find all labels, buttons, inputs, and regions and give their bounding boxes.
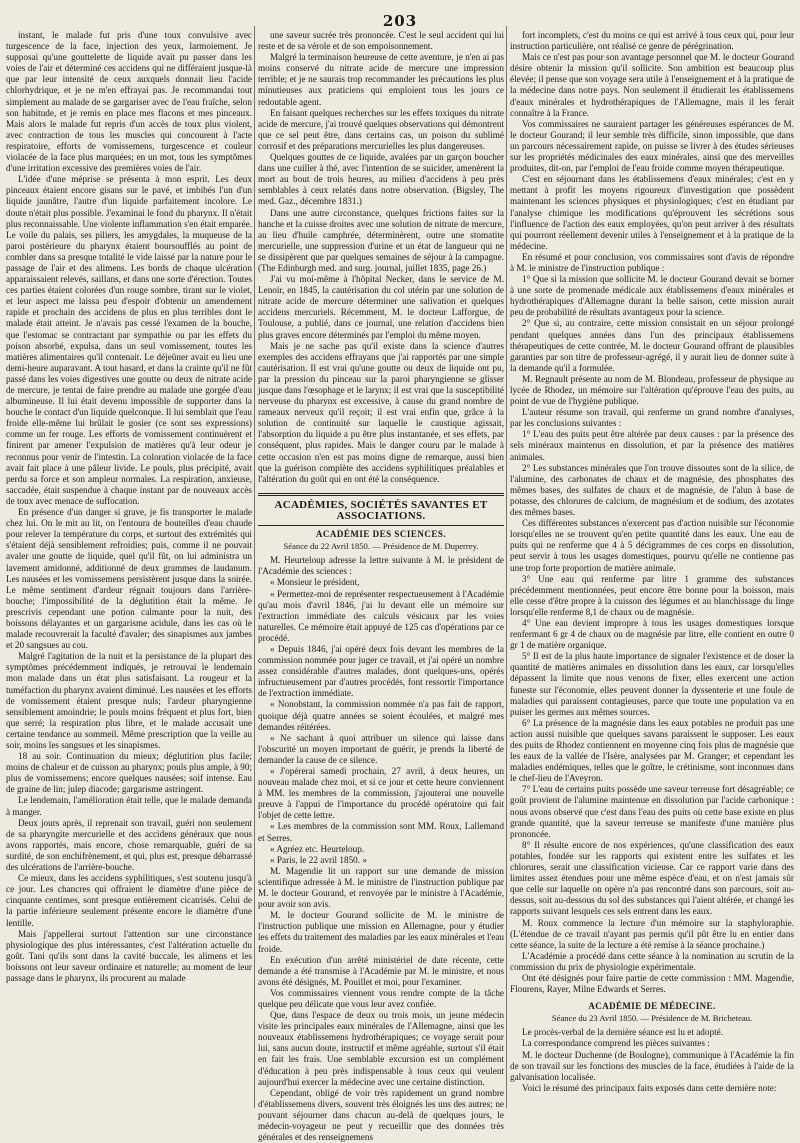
paragraph: J'ai vu moi-même à l'hôpital Necker, dans le service de M. Lenoir, en 1845, la cautérisation du col utérin par une solution de nitrate acide de mercure déterminer une salivation et quelques accidens mercuriels. Récemment, M. le docteur Lafforgue, de Toulouse, a publié, dans ce journal, une relation d'accidens bien plus graves encore déterminés par l'emploi du même moyen. (258, 274, 504, 340)
paragraph: « Depuis 1846, j'ai opéré deux fois devant les membres de la commission nommée pour juger ce travail, et j'ai opéré un nombre assez considérable d'autres malades, dont quelques-uns, opérés infructueusement par d'autres procédés, font ressortir l'importance de l'extraction immédiate. (258, 643, 504, 699)
paragraph: Mais ce n'est pas pour son avantage personnel que M. le docteur Gourand désire obtenir la mission qu'il sollicite. Son ambition est beaucoup plus élevée; il pense que son voyage sera utile à l'enseignement et à la pratique de la médecine dans notre pays. Non seulement il étudierait les établissemens d'eaux minérales et hydrothérapiques de l'Allemagne, mais il les ferait connaître à la France. (510, 52, 794, 118)
paragraph: Mais j'appellerai surtout l'attention sur une circonstance physiologique des plus intéressantes, c'est l'altération actuelle du goût. Tani qu'ils sont dans la cavité buccale, les alimens et les boissons ont leur saveur ordinaire et naturelle; au moment de leur passage dans le pharynx, ils procurent au malade (6, 928, 252, 983)
paragraph: instant, le malade fut pris d'une toux convulsive avec turgescence de la face, injection des yeux, larmoiement. Je supposai qu'une gouttelette de liquide avait pu passer dans les voies de l'air et déterminé ces accidens qui ne différaient jusque-là que par leur intensité de ceux auxquels donnait lieu l'acide chlorhydrique, et je ne m'en effrayai pas. Je recommandai tout simplement au malade de se gargariser avec de l'eau fraîche, selon son habitude, et je remis en place mes flacons et mes pinceaux. Mais alors le malade fut repris d'un accès de toux plus violent, avec contraction de tous les muscles qui concourent à l'acte respiratoire, efforts de vomissemens, turgescence et couleur violacée de la face plus marquées; en un mot, tous les symptômes d'une irritation excessive des premières voies de l'air. (6, 30, 252, 174)
page-number: 203 (382, 12, 418, 30)
paragraph: M. le docteur Duchenne (de Boulogne), communique à l'Académie la fin de son travail sur les fonctions des muscles de la face, étudiées à l'aide de la galvanisation localisée. (510, 1049, 794, 1082)
column-rule (254, 26, 255, 1108)
paragraph: 5° Il est de la plus haute importance de signaler l'existence et de doser la quantité de matières animales en dissolution dans les eaux, car lorsqu'elles dépassent la limite que nous venons de fixer, elles exercent une action funeste sur l'économie, elles peuvent donner la dyssenterie et une foule de maladies qui paraissent contagieuses, parce que toute une population va en puiser les germes aux mêmes sources. (510, 651, 794, 717)
paragraph: M. Magendie lit un rapport sur une demande de mission scientifique adressée à M. le ministre de l'instruction publique par M. le docteur Gourand, et renvoyée par le ministre à l'Académie, pour avoir son avis. (258, 865, 504, 910)
paragraph: « Monsieur le président, (270, 577, 360, 588)
paragraph: 18 au soir. Continuation du mieux; déglutition plus facile; moins de chaleur et de cuisson au pharynx; pouls plus ample, à 90; plus de vomissemens; encore quelques nausées; soif intense. Eau de graine de lin; julep diacode; gargarisme astringent. (6, 751, 252, 795)
paragraph: Ces différentes substances n'exercent pas d'action nuisible sur l'économie lorsqu'elles ne se trouvent qu'en petite quantité dans les eaux. Une eau de puits qui ne renferme que 4 à 5 décigrammes de ces corps en dissolution, peut servir à tous les usages domestiques, pourvu qu'elle ne contienne pas une trop forte proportion de matière animale. (510, 518, 794, 573)
paragraph: Que, dans l'espace de deux ou trois mois, un jeune médecin visite les principales eaux minérales de l'Allemagne, ainsi que les nouveaux établissemens hydrothérapiques; ce voyage serait pour lui, sans aucun doute, instructif et même agréable, surtout s'il était en fait les frais. Une semblable excursion est un complément d'éducation à peu près indispensable à tous ceux qui veulent aujourd'hui exercer la médecine avec une certaine distinction. (258, 1010, 504, 1087)
paragraph: Deux jours après, il reprenait son travail, guéri non seulement de sa pharyngite mercurielle et des accidens généraux que nous avons rapportés, mais encore, chose remarquable, guéri de sa surdité, de son enchifrènement, et qui, plus est, presque débarrassé des ulcérations de l'arrière-bouche. (6, 817, 252, 873)
paragraph: L'Académie a procédé dans cette séance à la nomination au scrutin de la commission du prix de physiologie expérimentale. (510, 950, 794, 972)
column-1 (6, 30, 252, 1108)
paragraph: Mais je ne sache pas qu'il existe dans la science d'autres exemples des accidens effrayans que j'ai rapportés par une simple cautérisation. Il est vrai qu'une goutte ou deux de liquide ont pu, par la pression du pinceau sur la paroi pharyngienne se glisser jusque dans l'œsophage et le larynx; il est vrai que la susceptibilité nerveuse du pharynx est excessive, à cause du grand nombre de rameaux nerveux qu'il reçoit; il est vrai enfin que, grâce à la solution de continuité sur laquelle le caustique agissait, l'absorption du liquide a pu être plus instantanée, et ses effets, par conséquent, plus rapides. Mais le danger couru par le malade à cette occasion n'en est pas moins digne de remarque, aussi bien que la guérison complète des accidens syphilitiques préalables et l'altération du goût qui en ont été la conséquence. (258, 340, 504, 484)
section-heading: ACADÉMIES, SOCIÉTÉS SAVANTES ET ASSOCIATIONS. (258, 493, 504, 526)
paragraph: « Les membres de la commission sont MM. Roux, Lallemand et Serres. (258, 821, 504, 843)
paragraph: L'idée d'une méprise se présenta à mon esprit. Les deux pinceaux étaient encore gisans sur le pavé, et imbibés l'un d'un liquide jaunâtre, l'autre d'un liquide parfaitement incolore. Le doute n'était plus possible. J'examinai le fond du pharynx. Il n'était plus reconnaissable. Une violente inflammation s'en était emparée. Le voile du palais, ses piliers, les amygdales, la muqueuse de la paroi postérieure du pharynx étaient boursoufflés au point de combler dans sa presque totalité le vide laissé par la nature pour le passage de l'air et des alimens. Les bords de chaque ulcération apparaissaient relevés, saillans, et dans une sorte d'érection. Toutes ces parties étaient colorées d'un rouge sombre, tirant sur le violet, et leur aspect me laissa peu d'espoir d'obtenir un amendement rapide et prochain des accidens de plus en plus terribles dont le malade était atteint. Je n'avais pas cessé l'examen de la bouche, que l'estomac se contractant par sympathie ou par les effets du poison absorbé, expulsa, dans un seul vomissement, toutes les matières alimentaires qu'il contenait. Le déjeûner avait eu lieu une demi-heure auparavant. A tout hasard, et dans la crainte qu'il ne fût passé dans les voies digestives une goutte ou deux de nitrate acide de mercure, je tentai de faire prendre au malade une gorgée d'eau albumineuse. Il lui était devenu impossible de supporter dans la bouche le contact d'un liquide quelconque. Il lui semblait que l'eau froide elle-même lui brûlait le gosier (ce sont ses expressions) comme un fer rouge. Les efforts de vomissement continuèrent et finirent par amener l'expulsion de matières qu'à leur odeur je reconnus pour venir de l'intestin. La coloration violacée de la face avait fait place à une pâleur livide. Le pouls, plus précipité, avait perdu sa force et son ampleur normales. La respiration, anxieuse, saccadée, était suspendue à chaque instant par de nouveaux accès de toux avec menace de suffocation. (6, 174, 252, 506)
paragraph: « Permettez-moi de représenter respectueusement à l'Académie qu'au mois d'avril 1846, j'ai lu devant elle un mémoire sur l'extraction immédiate des calculs vésicaux par les voies naturelles. Ce mémoire était appuyé de 125 cas d'opérations par ce procédé. (258, 588, 504, 643)
paragraph: 1° Que si la mission que sollicite M. le docteur Gourand devait se borner à une sorte de promenade médicale aux établissemens d'eaux minérales et hydrothérapiques d'Allemagne durant la belle saison, cette mission aurait peu de probabilité de résultats avantageux pour la science. (510, 274, 794, 318)
session-line: Séance du 22 Avril 1850. — Présidence de M. Duperrey. (283, 541, 479, 552)
paragraph: Malgré l'agitation de la nuit et la persistance de la plupart des symptômes précédemment indiqués, je retrouvai le lendemain mon malade dans un état plus satisfaisant. La rougeur et la tuméfaction du pharynx avaient diminué. Les nausées et les efforts de vomissement étaient presque nuls; l'ardeur pharyngienne sensiblement amoindrie; le pouls moins fréquent et plus fort, bien que serré; la respiration plus libre, et le malade accusait une certaine tendance au sommeil. Même prescription que la veille au soir, moins les sangsues et les sinapismes. (6, 651, 252, 750)
paragraph: Cependant, obligé de voir très rapidement un grand nombre d'établissemens divers, souvent très éloignés les uns des autres; ne pouvant séjourner dans chacun au-delà de quelques jours, le médecin-voyageur ne peut y recueillir que des données très générales et des renseignemens (258, 1087, 504, 1143)
column-2 (258, 30, 504, 1143)
paragraph: Le procès-verbal de la dernière séance est lu et adopté. (522, 1027, 723, 1038)
paragraph: « Agréez etc. Heurteloup. (270, 843, 365, 854)
paragraph: Le lendemain, l'amélioration était telle, que le malade demanda à manger. (6, 795, 252, 817)
paragraph: La correspondance comprend les pièces suivantes : (522, 1038, 710, 1049)
paragraph: 4° Une eau devient impropre à tous les usages domestiques lorsque renfermant 6 gr 4 de chaux ou de magnésie par litre, elle contient en outre 0 gr 1 de matière organique. (510, 617, 794, 651)
academy-heading: ACADÉMIE DES SCIENCES. (315, 529, 447, 540)
paragraph: Voici le résumé des principaux faits exposés dans cette dernière note: (522, 1082, 777, 1093)
paragraph: 7° L'eau de certains puits possède une saveur terreuse fort désagréable; ce goût provient de l'alumine maintenue en dissolution par l'acide carbonique : nous avons observé que c'est dans l'eau des puits où cette base existe en plus grande quantité, que la saveur terreuse se manifeste d'une manière plus prononcée. (510, 784, 794, 839)
paragraph: 6° La présence de la magnésie dans les eaux potables ne produit pas une action aussi nuisible que quelques savans paraissent le supposer. Les eaux des puits de Rhodez contiennent en moyenne cinq fois plus de magnésie que les eaux de la vallée de l'Isère, analysées par M. Granger; et cependant les maladies endémiques, telles que le goître, le crétinisme, sont inconnues dans le chef-lieu de l'Aveyron. (510, 717, 794, 784)
paragraph: Ont été désignés pour faire partie de cette commission : MM. Magendie, Flourens, Rayer, Milne Edwards et Serres. (510, 972, 794, 995)
paragraph: une saveur sucrée très prononcée. C'est le seul accident qui lui reste et de sa vérole et de son empoisonnement. (258, 30, 504, 52)
paragraph: Quelques gouttes de ce liquide, avalées par un garçon boucher dans une cuiller à thé, avec l'intention de se suicider, amenèrent la mort au bout de trois heures, au milieu d'accidens à peu près semblables à ceux relatés dans notre observation. (Bigsley, The med. Gaz., décembre 1831.) (258, 152, 504, 207)
paragraph: En présence d'un danger si grave, je fis transporter le malade chez lui. On le mit au lit, on l'entoura de bouteilles d'eau chaude pour relever la température du corps, et surtout des extrémités qui s'étaient déjà sensiblement refroidies; puis, comme il ne pouvait avaler une goutte de liquide, quel qu'il fût, on lui administra un lavement amidonné, additionné de deux grammes de laudanum. Les nausées et les vomissemens persistèrent jusque dans la soirée. Le même sentiment d'ardeur régnait toujours dans l'arrière-bouche; l'impossibilité de la déglutition était la même. Je prescrivis cependant une potion calmante pour la nuit, des boissons délayantes et un gargarisme acidule, dans les cas où le malade recouvrerait la faculté d'avaler; des sinapismes aux jambes et 20 sangsues au cou. (6, 507, 252, 651)
column-3 (510, 30, 794, 1108)
paragraph: M. le docteur Gourand sollicite de M. le ministre de l'instruction publique une mission en Allemagne, pour y étudier les effets du traitement des maladies par les eaux minérales et l'eau froide. (258, 910, 504, 954)
column-rule (506, 26, 507, 1108)
paragraph: En faisant quelques recherches sur les effets toxiques du nitrate acide de mercure, j'ai trouvé quelques observations qui démontrent que ce sel peut être, dans certains cas, un poison du sublimé corrosif et des préparations mercurielles les plus dangereuses. (258, 107, 504, 151)
paragraph: En résumé et pour conclusion, vos commissaires sont d'avis de répondre à M. le ministre de l'instruction publique : (510, 251, 794, 273)
paragraph: « Paris, le 22 avril 1850. » (270, 854, 367, 865)
paragraph: 2° Que si, au contraire, cette mission consistait en un séjour prolongé pendant quelques années dans l'un des principaux établissemens thérapeutiques de cette contrée, M. le docteur Gourand offrant de plausibles garanties par son titre de professeur-agrégé, il y aurait lieu de donner suite à la demande qu'il a formulée. (510, 318, 794, 373)
paragraph: Vos commissaires viennent vous rendre compte de la tâche quelque peu délicate que vous leur avez confiée. (258, 987, 504, 1009)
paragraph: 2° Les substances minérales que l'on trouve dissoutes sont de la silice, de l'alumine, des carbonates de chaux et de magnésie, des phosphates des mêmes bases, des sulfates de chaux et de magnésie, de l'alun à base de potasse, des chlorures de calcium, de magnésium et de sodium, des azotates des mêmes bases. (510, 462, 794, 518)
paragraph: Vos commissaires ne sauraient partager les généreuses espérances de M. le docteur Gourand; il leur semble très difficile, sinon impossible, que dans un parcours nécessairement rapide, on puisse se livrer à des études sérieuses sur les propriétés médicinales des eaux minérales, ainsi que des merveilles produites, dit-on, par l'emploi de l'eau froide comme moyen thérapeutique. (510, 118, 794, 174)
paragraph: fort incomplets, c'est du moins ce qui est arrivé à tous ceux qui, pour leur instruction particulière, ont réalisé ce genre de pérégrination. (510, 30, 794, 52)
session-line: Séance du 23 Avril 1850. — Présidence de M. Bricheteau. (551, 1013, 753, 1024)
paragraph: Dans une autre circonstance, quelques frictions faites sur la hanche et la cuisse droites avec une solution de nitrate de mercure, au lieu d'huile camphrée, déterminèrent, outre une stomatite mercurielle, une suppression d'urine et un état de langueur qui ne se dissipèrent que par quelques semaines de séjour à la campagne. (The Edinburgh med. and surg. journal, juillet 1835, page 26.) (258, 207, 504, 273)
paragraph: L'auteur résume son travail, qui renferme un grand nombre d'analyses, par les conclusions suivantes : (510, 407, 794, 429)
paragraph: Ce mieux, dans les accidens syphilitiques, s'est soutenu jusqu'à ce jour. Les chancres qui offraient le diamètre d'une pièce de cinquante centimes, sont presque entièrement cicatrisés. Celui de la partie inférieure seulement présente encore le diamètre d'une lentille. (6, 873, 252, 928)
paragraph: M. Regnault présente au nom de M. Blondeau, professeur de physique au lycée de Rhodez, un mémoire sur l'altération qu'éprouve l'eau des puits, au point de vue de l'hygiène publique. (510, 373, 794, 407)
paragraph: « Nonobstant, la commission nommée n'a pas fait de rapport, quoique déjà quatre années se soient écoulées, et malgré mes demandes réitérées. (258, 699, 504, 732)
paragraph: En exécution d'un arrêté ministériel de date récente, cette demande a été transmise à l'Académie par M. le ministre, et nous avons été désignés, M. Pouillet et moi, pour l'examiner. (258, 954, 504, 987)
paragraph: « J'opérerai samedi prochain, 27 avril, à deux heures, un nouveau malade chez moi, et si ce jour et cette heure conviennent à MM. les membres de la commission, j'ajouterai une nouvelle preuve à l'appui de l'importance du procédé opératoire qui fait l'objet de cette lettre. (258, 766, 504, 821)
paragraph: C'est en séjournant dans les établissemens d'eaux minérales; c'est en y mettant à profit les moyens rigoureux d'investigation que possèdent maintenant les sciences physiques et physiologiques; c'est en étudiant par l'analyse chimique les modifications qu'éprouvent les sécrétions sous l'influence de l'action des eaux employées, qu'on peut arriver à des résultats qui pourront réellement devenir utiles à l'enseignement et à la pratique de la médecine. (510, 174, 794, 251)
paragraph: M. Roux commence la lecture d'un mémoire sur la staphyloraphie. (L'étendue de ce travail n'ayant pas permis qu'il pût être lu en entier dans cette séance, la suite de la lecture a été remise à la séance prochaine.) (510, 917, 794, 950)
paragraph: 3° Une eau qui renferme par litre 1 gramme des substances précédemment mentionnées, peut encore être bonne pour la boisson, mais elle cesse d'être propre à la cuisson des légumes et au blanchissage du linge lorsqu'elle renferme 8,1 de chaux ou de magnésie. (510, 573, 794, 617)
paragraph: 8° Il résulte encore de nos expériences, qu'une classification des eaux potables, fondée sur les rapports qui existent entre les sulfates et les chlorures, serait une classification vicieuse. Car ce rapport varie dans des limites assez étendues pour une même espèce d'eau, et on n'est jamais sûr que celle sur laquelle on opère n'a pas rencontré dans son parcours, soit au-dessus, soit au-dessous du sol des substances qui l'aient altérée, et changé les rapports suivant lesquels ces sels entrent dans les eaux. (510, 839, 794, 917)
paragraph: Malgré la terminaison heureuse de cette aventure, je n'en ai pas moins conservé du nitrate acide de mercure une impression terrible; et je ne saurais trop recommander les précautions les plus minutieuses aux praticiens qui emploient tous les jours ce redoutable agent. (258, 52, 504, 107)
paragraph: « Ne sachant à quoi attribuer un silence qui laisse dans l'obscurité un moyen important de guérir, je prends la liberté de demander la cause de ce silence. (258, 732, 504, 765)
paragraph: 1° L'eau des puits peut être altérée par deux causes : par la présence des sels minéraux maintenus en dissolution, et par la présence des matières animales. (510, 429, 794, 462)
academy-heading: ACADÉMIE DE MÉDECINE. (588, 1001, 716, 1012)
paragraph: M. Heurteloup adresse la lettre suivante à M. le président de l'Académie des sciences : (258, 555, 504, 577)
